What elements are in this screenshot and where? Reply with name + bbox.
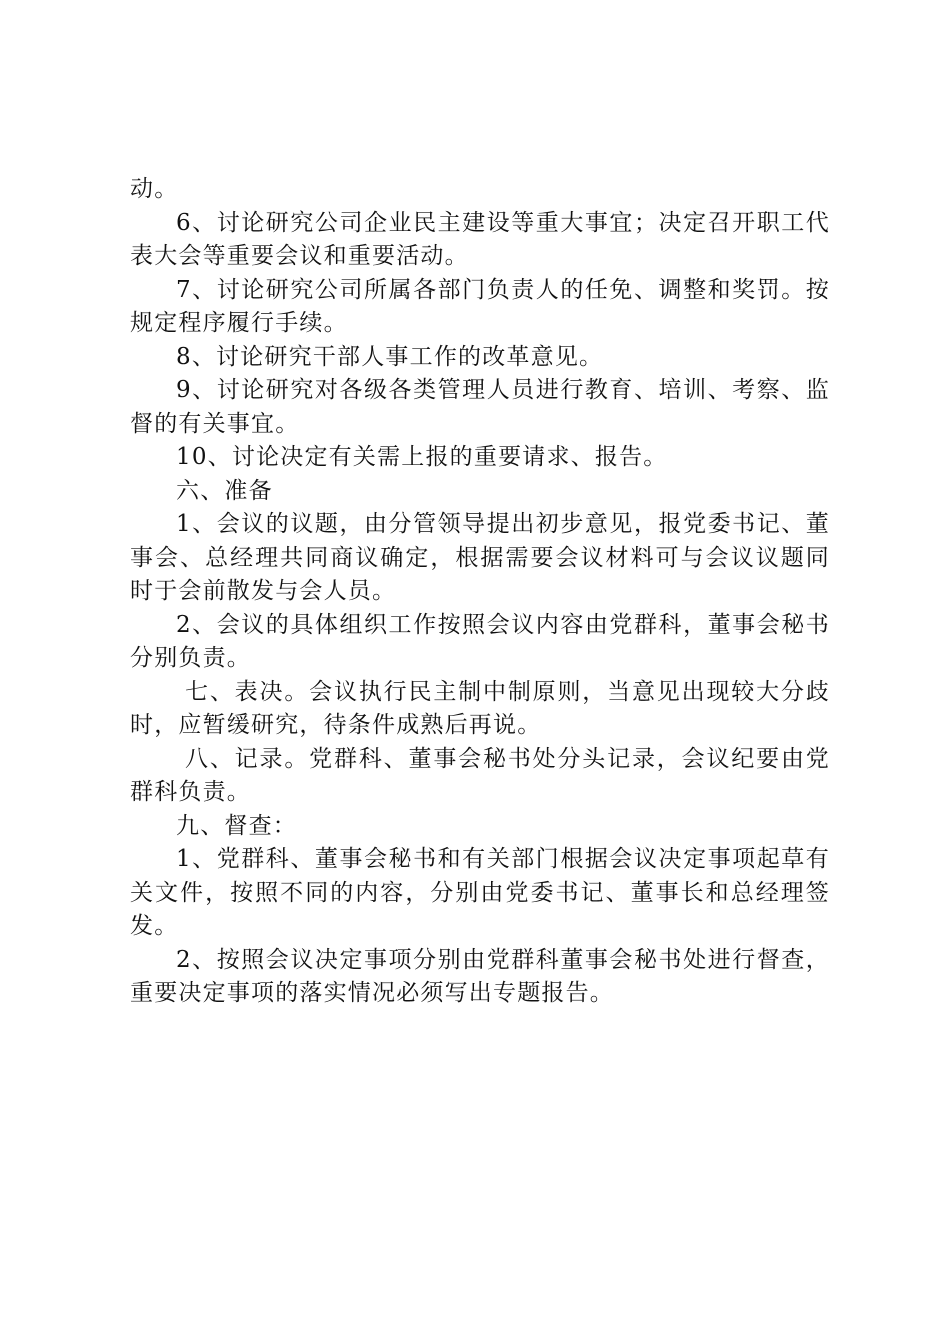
paragraph-item-10: 10、讨论决定有关需上报的重要请求、报告。: [176, 444, 668, 470]
paragraph-preparation-1: 1、会议的议题，由分管领导提出初步意见，报党委书记、董事会、总经理共同商议确定，根据需要会议材料可与会议议题同时于会前散发与会人员。: [130, 511, 830, 604]
paragraph-continuation: 动。: [130, 176, 179, 202]
paragraph-item-9: 9、讨论研究对各级各类管理人员进行教育、培训、考察、监督的有关事宜。: [130, 377, 830, 437]
section-record: 八、记录。党群科、董事会秘书处分头记录，会议纪要由党群科负责。: [130, 745, 830, 805]
section-heading-preparation: 六、准备: [176, 477, 273, 504]
paragraph-supervision-1: 1、党群科、董事会秘书和有关部门根据会议决定事项起草有关文件，按照不同的内容，分别由党委书记、董事长和总经理签发。: [130, 846, 830, 939]
paragraph-preparation-2: 2、会议的具体组织工作按照会议内容由党群科，董事会秘书分别负责。: [130, 611, 830, 671]
section-voting: 七、表决。会议执行民主制中制原则，当意见出现较大分歧时，应暂缓研究，待条件成熟后再说。: [130, 678, 830, 738]
paragraph-item-7: 7、讨论研究公司所属各部门负责人的任免、调整和奖罚。按规定程序履行手续。: [130, 276, 830, 336]
paragraph-item-6: 6、讨论研究公司企业民主建设等重大事宜；决定召开职工代表大会等重要会议和重要活动。: [130, 209, 830, 269]
section-heading-supervision: 九、督查：: [176, 812, 297, 839]
paragraph-supervision-2: 2、按照会议决定事项分别由党群科董事会秘书处进行督查，重要决定事项的落实情况必须写出专题报告。: [130, 946, 830, 1006]
paragraph-item-8: 8、讨论研究干部人事工作的改革意见。: [176, 343, 604, 370]
document-body: [130, 173, 830, 1011]
